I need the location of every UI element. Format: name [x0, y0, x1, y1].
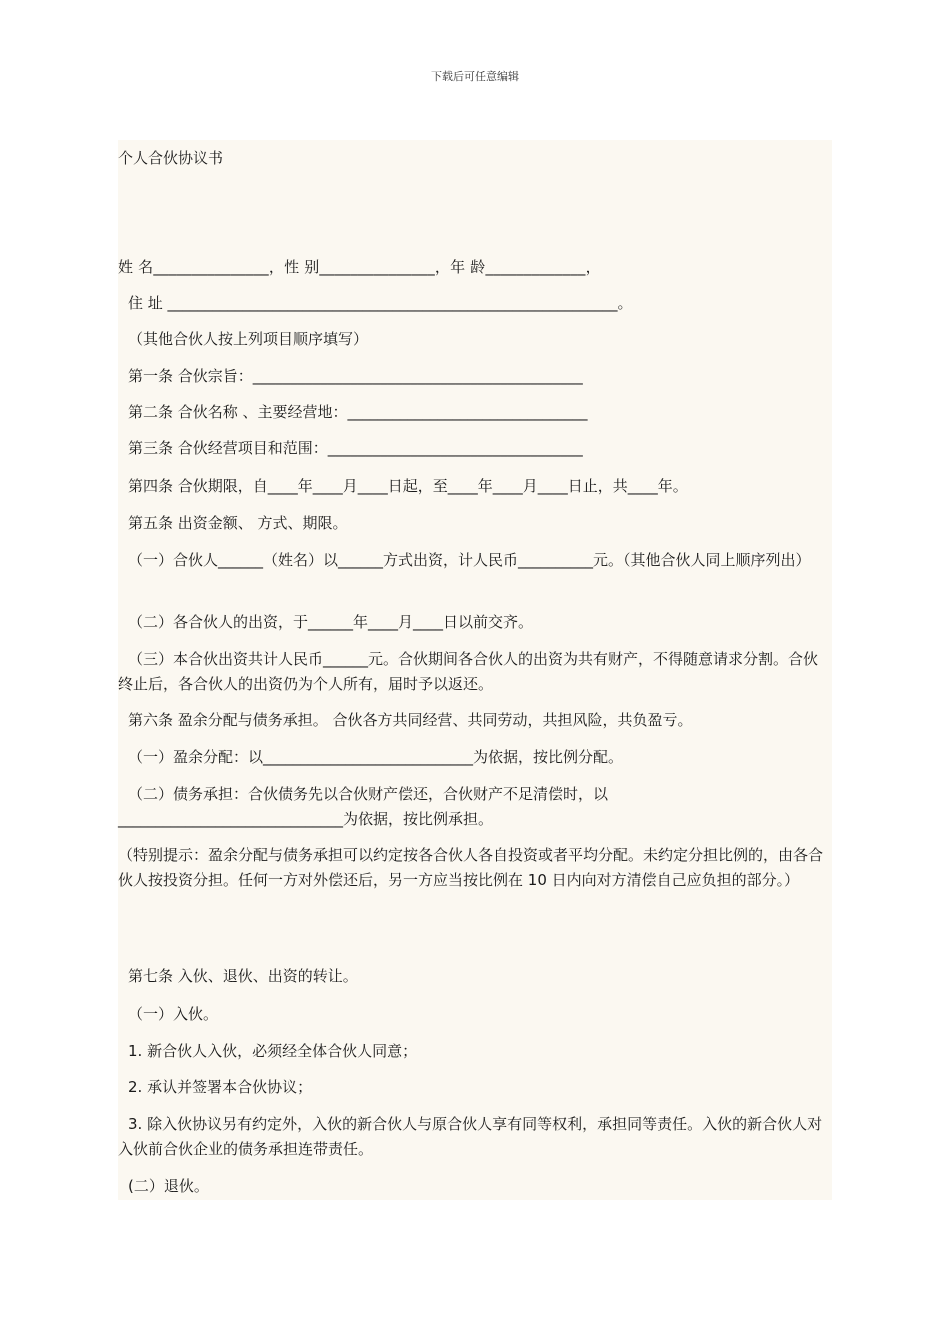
article-5-item-3: （三）本合伙出资共计人民币______元。合伙期间各合伙人的出资为共有财产，不得随意请求分割。合伙终止后，各合伙人的出资仍为个人所有，届时予以返还。	[118, 650, 819, 693]
article-5: 第五条 出资金额、 方式、期限。	[128, 514, 348, 532]
doc-title: 个人合伙协议书	[118, 149, 224, 167]
article-7-rule-1: 1. 新合伙人入伙，必须经全体合伙人同意；	[128, 1042, 418, 1060]
header-note: 下载后可任意编辑	[431, 70, 519, 83]
article-7-rule-2: 2. 承认并签署本合伙协议；	[128, 1078, 313, 1096]
article-1: 第一条 合伙宗旨：____________________________________________	[128, 367, 583, 385]
article-5-item-2: （二）各合伙人的出资，于______年____月____日以前交齐。	[128, 613, 534, 631]
article-6-item-2: （二）债务承担：合伙债务先以合伙财产偿还，合伙财产不足清偿时，以______________________________为依据，按比例承担。	[118, 785, 609, 828]
article-4: 第四条 合伙期限，自____年____月____日起，至____年____月____日止，共____年。	[128, 477, 688, 495]
article-7-item-2: (二）退伙。	[128, 1177, 209, 1195]
article-6: 第六条 盈余分配与债务承担。 合伙各方共同经营、共同劳动，共担风险，共负盈亏。	[128, 711, 693, 729]
document-body	[118, 140, 832, 1200]
article-5-item-1: （一）合伙人______（姓名）以______方式出资，计人民币__________元。（其他合伙人同上顺序列出）	[128, 551, 811, 569]
name-gender-age-line: 姓 名_______________，性 别_______________，年 龄_____________，	[118, 258, 601, 276]
article-7-rule-3: 3. 除入伙协议另有约定外，入伙的新合伙人与原合伙人享有同等权利，承担同等责任。入伙的新合伙人对入伙前合伙企业的债务承担连带责任。	[118, 1115, 823, 1158]
other-partners-note: （其他合伙人按上列项目顺序填写）	[128, 330, 369, 348]
article-3: 第三条 合伙经营项目和范围：__________________________________	[128, 439, 583, 457]
article-2: 第二条 合伙名称 、主要经营地：________________________________	[128, 403, 588, 421]
article-7: 第七条 入伙、退伙、出资的转让。	[128, 967, 358, 985]
special-note: （特别提示：盈余分配与债务承担可以约定按各合伙人各自投资或者平均分配。未约定分担比例的，由各合伙人按投资分担。任何一方对外偿还后，另一方应当按比例在 10 日内向对方清偿自己应负担的部分。）	[118, 846, 824, 889]
article-7-item-1: （一）入伙。	[128, 1005, 219, 1023]
article-6-item-1: （一）盈余分配：以____________________________为依据，按比例分配。	[128, 748, 624, 766]
address-line: 住 址 ____________________________________________________________。	[128, 294, 633, 312]
